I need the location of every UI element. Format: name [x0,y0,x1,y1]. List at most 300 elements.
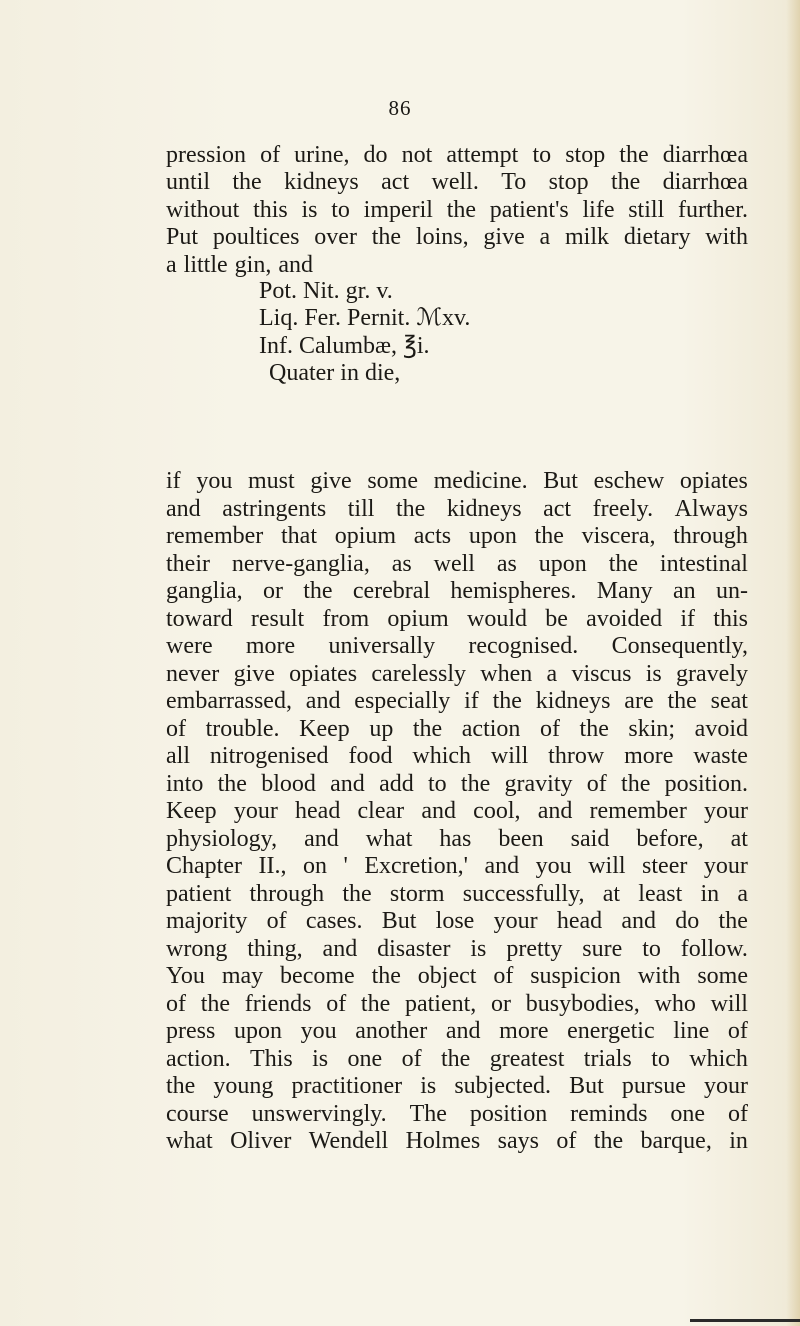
word: the [371,224,402,251]
word: But [543,468,578,494]
word: opium [334,523,397,549]
word: must [247,468,295,494]
word: lose [435,908,475,934]
word: greatest [489,1045,565,1072]
word: the [621,770,651,797]
word: not [401,142,433,168]
word: the [608,550,639,577]
word: one [347,1045,383,1072]
prescription-line: Pot. Nit. gr. v. [259,278,393,304]
word: press [166,1018,216,1044]
word: and [445,1018,481,1044]
word: as [496,550,517,577]
word: of [493,963,514,989]
word: action [461,715,521,742]
word: be [545,605,568,632]
word: ganglia, [166,578,243,604]
word: this [713,605,748,632]
word: especially [354,688,451,714]
word: is [312,1045,329,1072]
word: at [602,880,621,907]
word: But [381,908,417,934]
paragraph-2 [166,468,748,1156]
word: more [499,1018,549,1044]
word: another [355,1018,428,1044]
word: from [322,605,370,632]
word: the [619,142,649,168]
word: and [278,251,313,278]
word: the [396,495,426,522]
text-line [166,252,748,279]
word: if [464,688,479,714]
word: are [624,688,654,714]
word: Always [674,495,748,522]
word: the [360,990,391,1017]
word: throw [548,743,605,769]
word: is [301,196,318,223]
word: loins, [415,224,469,251]
word: disaster [377,935,451,962]
word: action. [166,1045,231,1072]
word: when [480,660,533,687]
word: with [637,963,681,989]
word: Keep [166,798,217,824]
word: to [651,1045,670,1072]
word: remember [589,798,687,824]
text-line [166,908,748,936]
text-line [166,963,748,991]
text-line [166,1101,748,1129]
word: eschew [593,468,665,494]
word: II., [258,853,287,879]
word: has [439,825,472,852]
word: up [369,715,394,742]
word: the [200,990,231,1017]
word: the [342,880,372,907]
word: the [303,578,333,604]
word: sure [582,935,623,962]
word: act [543,495,572,522]
word: says [497,1128,539,1154]
word: and [330,770,365,797]
word: upon [233,1018,282,1044]
prescription [259,278,470,388]
word: is [645,660,662,687]
word: Many [596,578,653,604]
word: what [166,1128,213,1154]
word: more [245,633,296,659]
text-line [166,523,748,551]
text-line [166,936,748,964]
word: who [654,990,696,1017]
word: follow. [680,935,748,962]
word: act [381,169,410,196]
word: dietary [623,224,691,251]
word: and [484,853,520,879]
text-line [166,771,748,799]
word: busybodies, [525,990,640,1017]
word: the [371,963,401,989]
word: your [703,853,748,879]
word: the [441,1045,471,1072]
word: to [331,196,350,223]
prescription-line: Liq. Fer. Pernit. ℳxv. [259,305,471,332]
word: diarrhœa [662,169,748,196]
word: is [420,1073,437,1099]
word: The [409,1100,447,1127]
word: as [391,550,412,577]
word: pretty [506,935,563,962]
word: add [379,770,414,797]
word: a [539,224,551,251]
word: viscera, [581,523,656,549]
word: nerve-ganglia, [231,550,370,577]
word: line [673,1018,710,1044]
word: the [232,169,262,196]
word: which [412,743,472,769]
word: you [196,468,233,494]
word: to [532,142,552,168]
word: the [718,908,748,934]
word: skin; [628,715,676,742]
word: do [363,142,388,168]
text-line [166,169,748,196]
word: at [730,825,748,852]
word: least [638,880,683,907]
word: steer [642,853,688,879]
word: of [166,715,186,742]
word: gravely [676,660,748,687]
word: more [624,743,674,769]
word: friends [244,990,312,1017]
word: kidneys [535,688,611,714]
word: give [233,660,275,687]
word: energetic [567,1018,655,1044]
word: and [537,798,573,824]
word: opiates [289,660,358,687]
word: Keep [299,715,350,742]
page-edge-shadow [786,0,800,1326]
word: unswervingly. [251,1100,387,1127]
word: opium [387,605,449,632]
word: to [642,935,661,962]
word: stop [548,169,589,196]
word: been [498,825,544,852]
word: or [491,990,512,1017]
word: diarrhœa [662,142,748,168]
word: of [260,142,281,168]
word: of [586,770,607,797]
word: that [281,523,317,549]
word: toward [166,605,233,632]
word: Chapter [166,853,242,879]
word: the [593,1128,624,1154]
word: if [680,605,696,632]
word: were [166,633,213,659]
word: well. [431,169,479,196]
word: successfully, [462,880,585,907]
text-line [166,496,748,524]
word: in [729,1128,748,1154]
word: un- [715,578,748,604]
text-line [166,661,748,689]
word: But [569,1073,604,1099]
word: majority [166,908,248,934]
word: the [579,715,609,742]
word: you [535,853,572,879]
word: gin, [234,251,272,278]
word: and [621,908,657,934]
word: the [534,523,564,549]
text-line [166,991,748,1019]
word: ' [343,853,348,879]
word: your [703,1073,748,1099]
word: course [166,1100,229,1127]
word: suspicion [530,963,621,989]
word: result [250,605,305,632]
text-line [166,1046,748,1074]
word: Wendell [308,1128,389,1154]
text-line [166,551,748,579]
word: urine, [294,142,350,168]
word: all [166,743,190,769]
word: which [689,1045,748,1072]
word: upon [468,523,517,549]
word: clear [357,798,405,824]
word: universally [328,633,436,659]
word: over [314,224,357,251]
word: kidneys [284,169,359,196]
word: blood [261,770,316,797]
word: milk [565,224,610,251]
word: Oliver [230,1128,292,1154]
word: astringents [222,495,327,522]
word: before, [636,825,704,852]
word: will [710,990,748,1017]
word: the [412,715,443,742]
word: the [610,169,641,196]
word: and [304,825,339,852]
word: object [417,963,477,989]
word: a [546,660,558,687]
word: freely. [592,495,654,522]
text-line [166,633,748,661]
word: on [303,853,327,879]
word: and [166,495,201,522]
word: will [588,853,626,879]
text-line [166,224,748,251]
word: recognised. [468,633,579,659]
word: you [300,1018,337,1044]
word: medicine. [433,468,528,494]
word: viscus [571,660,632,687]
word: attempt [446,142,519,168]
word: still [628,196,665,223]
word: never [166,660,220,687]
word: avoided [586,605,663,632]
word: reminds [570,1100,648,1127]
word: little [183,251,228,278]
text-line [166,606,748,634]
word: seat [710,688,748,714]
word: Excretion,' [364,853,468,879]
word: some [367,468,418,494]
word: wrong [166,935,228,962]
word: would [466,605,527,632]
word: through [673,523,748,549]
word: intestinal [659,550,748,577]
text-line [166,716,748,744]
word: until [166,169,211,196]
prescription-line: Inf. Calumbæ, ℥i. [259,332,430,359]
word: pression [166,142,246,168]
word: of [166,990,186,1017]
word: of [728,1100,748,1127]
word: with [705,224,748,251]
word: nitrogenised [209,743,329,769]
word: or [262,578,283,604]
word: may [221,963,264,989]
word: give [483,224,525,251]
word: head [295,798,341,824]
page-number: 86 [388,96,412,120]
word: storm [389,880,445,907]
word: further. [677,196,748,223]
word: of [401,1045,422,1072]
word: of [556,1128,577,1154]
word: till [347,495,375,522]
word: the [460,770,491,797]
word: the [492,688,522,714]
word: imperil [363,196,433,223]
word: acts [413,523,452,549]
word: Consequently, [611,633,748,659]
word: give [310,468,352,494]
word: food [348,743,393,769]
word: in [700,880,720,907]
word: through [249,880,325,907]
word: cases. [305,908,363,934]
word: Put [166,224,199,251]
word: physiology, [166,825,278,852]
word: cerebral [352,578,431,604]
word: the [166,1073,196,1099]
word: barque, [640,1128,712,1154]
word: of [326,990,347,1017]
word: said [570,825,610,852]
word: subjected. [454,1073,551,1099]
word: become [280,963,355,989]
word: opiates [679,468,748,494]
word: position. [664,770,748,797]
word: life [582,196,615,223]
word: one [670,1100,706,1127]
word: is [470,935,487,962]
word: and [305,688,341,714]
word: your [493,908,538,934]
word: patient, [404,990,477,1017]
word: trouble. [205,715,280,742]
word: This [250,1045,293,1072]
word: patient [166,880,232,907]
word: do [675,908,700,934]
word: a [166,251,177,278]
word: embarrassed, [166,688,292,714]
paragraph-1 [166,142,748,279]
text-line [166,1073,748,1101]
word: young [213,1073,274,1099]
word: carelessly [371,660,467,687]
word: an [672,578,696,604]
word: if [166,468,181,494]
word: stop [565,142,606,168]
word: your [704,798,748,824]
bottom-edge-rule [690,1319,800,1322]
text-line [166,798,748,826]
text-line [166,853,748,881]
prescription-line: Quater in die, [269,360,401,387]
word: position [469,1100,548,1127]
word: their [166,550,210,577]
word: and [322,935,358,962]
word: trials [583,1045,632,1072]
word: to [427,770,447,797]
word: thing, [247,935,303,962]
word: the [446,196,477,223]
word: of [539,715,560,742]
text-line [166,197,748,224]
word: and [421,798,456,824]
word: some [697,963,748,989]
word: hemispheres. [450,578,577,604]
word: To [501,169,527,196]
word: upon [538,550,587,577]
text-line [166,578,748,606]
word: head [556,908,603,934]
text-line [166,826,748,854]
word: of [266,908,287,934]
word: pursue [621,1073,686,1099]
word: a [737,880,748,907]
word: without [166,196,240,223]
word: well [433,550,475,577]
text-line [166,881,748,909]
word: patient's [489,196,569,223]
word: avoid [694,715,748,742]
word: kidneys [446,495,522,522]
word: Holmes [405,1128,481,1154]
word: gravity [504,770,573,797]
word: this [253,196,288,223]
word: of [727,1018,748,1044]
text-line [166,468,748,496]
word: You [166,963,205,989]
text-line [166,142,748,169]
word: your [233,798,278,824]
word: remember [166,523,264,549]
text-line [166,1128,748,1156]
word: waste [693,743,748,769]
word: the [217,770,247,797]
word: what [365,825,413,852]
word: into [166,770,204,797]
word: the [667,688,697,714]
text-line [166,743,748,771]
word: will [490,743,529,769]
word: cool, [473,798,521,824]
word: practitioner [291,1073,403,1099]
text-line [166,688,748,716]
